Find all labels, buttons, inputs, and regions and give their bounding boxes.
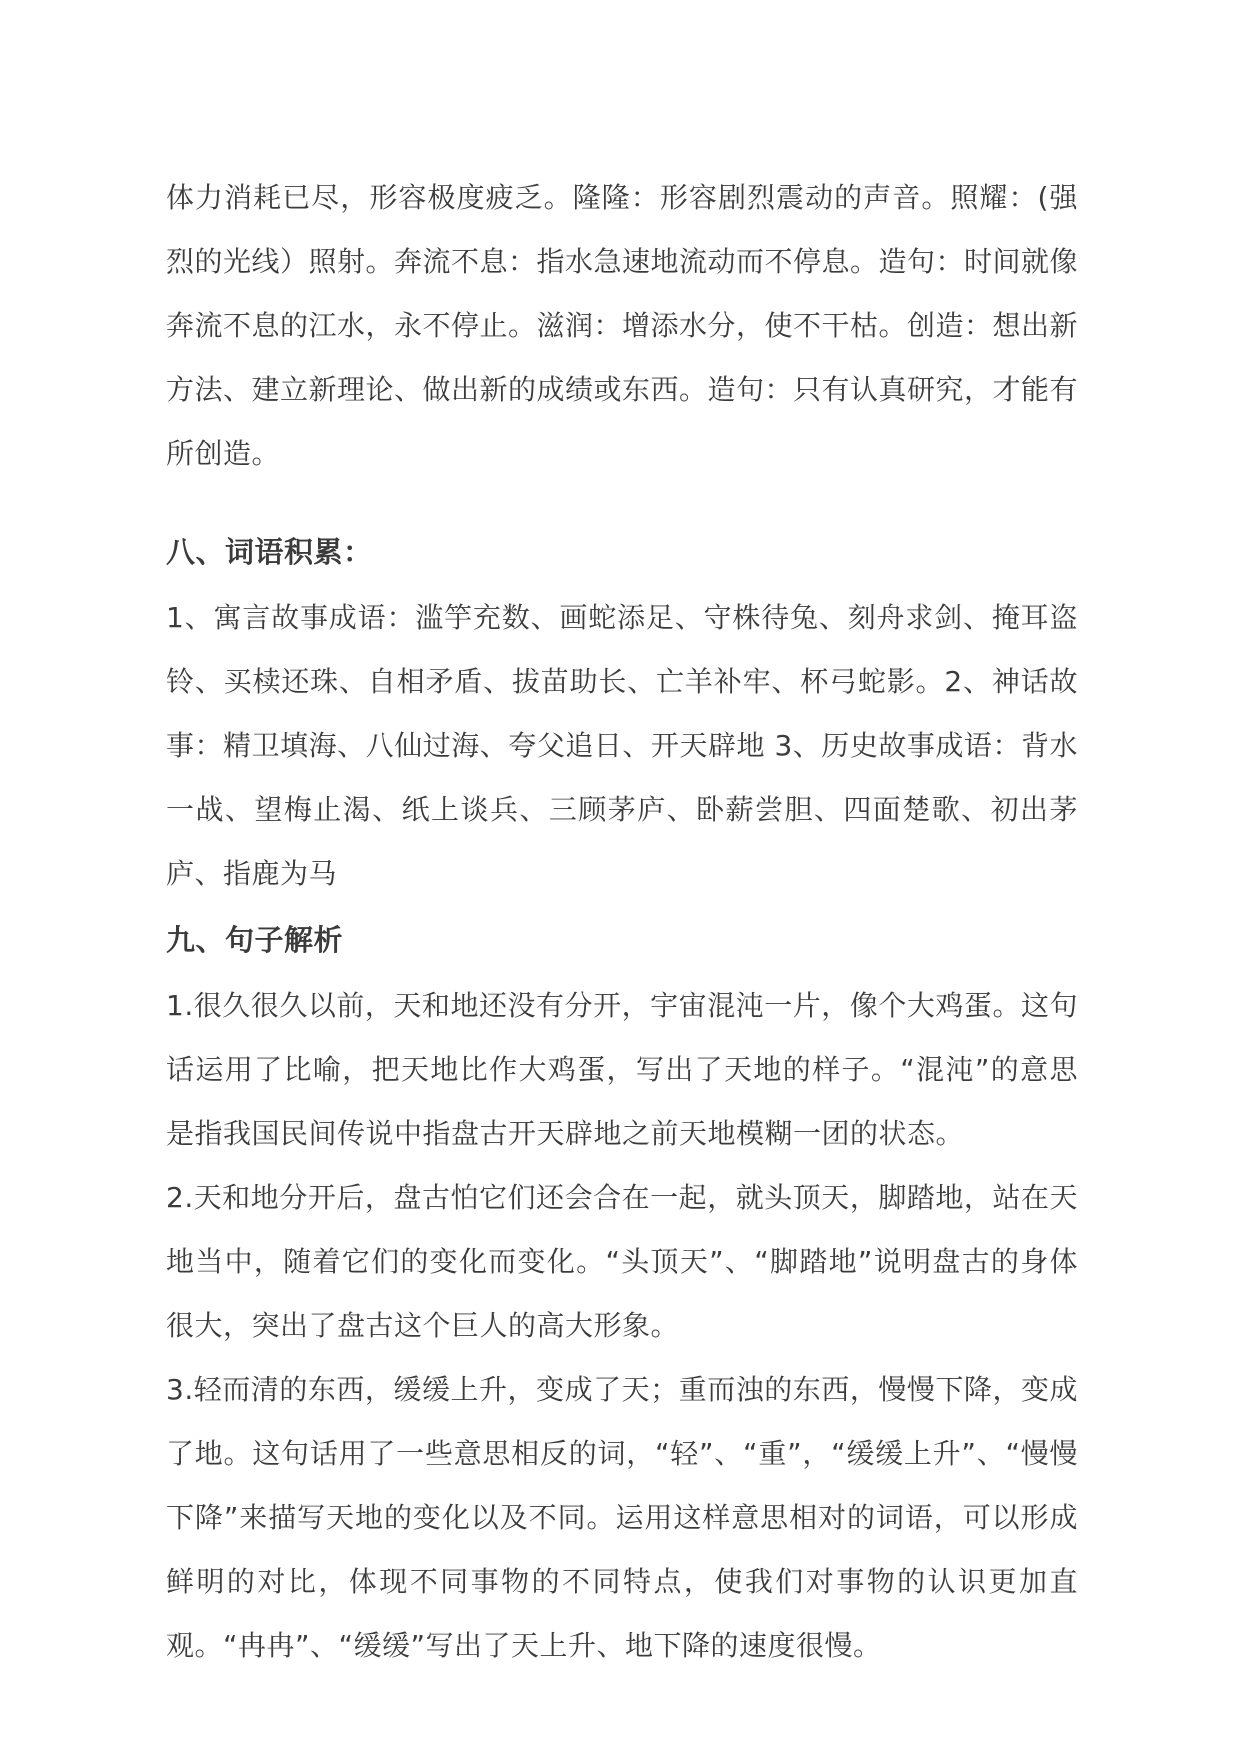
sentence-analysis-item-2: 2.天和地分开后，盘古怕它们还会合在一起，就头顶天，脚踏地，站在天地当中，随着它们的变化而变化。“头顶天”、“脚踏地”说明盘古的身体很大，突出了盘古这个巨人的高大形象。	[166, 1181, 1078, 1342]
idiom-list-paragraph: 1、寓言故事成语：滥竽充数、画蛇添足、守株待兔、刻舟求剑、掩耳盗铃、买椟还珠、自相矛盾、拔苗助长、亡羊补牢、杯弓蛇影。2、神话故事：精卫填海、八仙过海、夸父追日、开天辟地 3、历史故事成语：背水一战、望梅止渴、纸上谈兵、三顾茅庐、卧薪尝胆、四面楚歌、初出茅庐、指鹿为马	[166, 601, 1078, 890]
sentence-analysis-item-3: 3.轻而清的东西，缓缓上升，变成了天；重而浊的东西，慢慢下降，变成了地。这句话用了一些意思相反的词，“轻”、“重”，“缓缓上升”、“慢慢下降”来描写天地的变化以及不同。运用这样意思相对的词语，可以形成鲜明的对比，体现不同事物的不同特点，使我们对事物的认识更加直观。“冉冉”、“缓缓”写出了天上升、地下降的速度很慢。	[166, 1373, 1078, 1662]
word-definitions-paragraph: 体力消耗已尽，形容极度疲乏。隆隆：形容剧烈震动的声音。照耀：(强烈的光线）照射。奔流不息：指水急速地流动而不停息。造句：时间就像奔流不息的江水，永不停止。滋润：增添水分，使不干枯。创造：想出新方法、建立新理论、做出新的成绩或东西。造句：只有认真研究，才能有所创造。	[166, 181, 1079, 470]
sentence-analysis-item-1: 1.很久很久以前，天和地还没有分开，宇宙混沌一片，像个大鸡蛋。这句话运用了比喻，把天地比作大鸡蛋，写出了天地的样子。“混沌”的意思是指我国民间传说中指盘古开天辟地之前天地模糊一团的状态。	[166, 989, 1078, 1150]
section-heading-sentence-analysis: 九、句子解析	[166, 923, 344, 957]
section-heading-word-accumulation: 八、词语积累：	[166, 535, 373, 569]
